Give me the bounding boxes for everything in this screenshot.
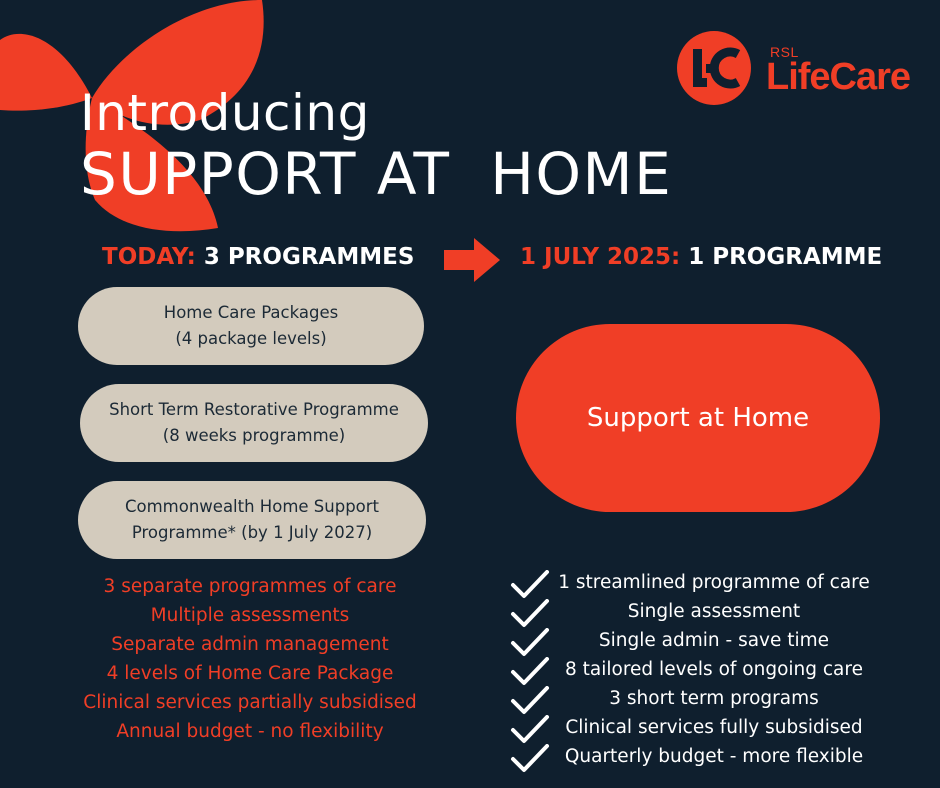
programme-subtitle: (4 package levels) (175, 329, 327, 348)
list-item (506, 599, 876, 628)
list-item: 4 levels of Home Care Package (106, 663, 394, 684)
checkmark-icon (510, 686, 550, 716)
future-points-list (506, 570, 876, 773)
checkmark-icon (510, 744, 550, 774)
logo-name-text: LifeCare (766, 56, 911, 98)
list-item: 3 separate programmes of care (103, 576, 397, 597)
list-item-text: Quarterly budget - more flexible (564, 746, 864, 767)
programme-subtitle: (8 weeks programme) (162, 426, 346, 445)
today-points-list (60, 572, 440, 746)
programme-subtitle: Programme* (by 1 July 2027) (131, 523, 373, 542)
list-item (506, 570, 876, 599)
today-heading (102, 244, 414, 270)
list-item: Clinical services partially subsidised (83, 692, 417, 713)
list-item (506, 715, 876, 744)
programme-pill-short-term (80, 384, 428, 462)
intro-text: Introducing (80, 84, 370, 142)
list-item-text: 3 short term programs (609, 688, 819, 709)
list-item-text: Single admin - save time (598, 630, 830, 651)
arrow-right-icon (444, 236, 502, 284)
programme-pill-home-care (78, 287, 424, 365)
logo-rsl-text: RSL (770, 44, 799, 60)
petal-left (0, 34, 92, 111)
today-value: 3 PROGRAMMES (203, 244, 415, 270)
list-item-text: 8 tailored levels of ongoing care (565, 659, 863, 680)
list-item (506, 686, 876, 715)
list-item-text: Clinical services fully subsidised (565, 717, 863, 738)
support-at-home-label: Support at Home (586, 403, 810, 433)
programme-title: Short Term Restorative Programme (109, 400, 399, 419)
list-item-text: 1 streamlined programme of care (558, 572, 870, 593)
programme-title: Commonwealth Home Support (124, 497, 380, 516)
checkmark-icon (510, 570, 550, 600)
programme-title: Home Care Packages (163, 303, 339, 322)
checkmark-icon (510, 715, 550, 745)
list-item-text: Single assessment (627, 601, 801, 622)
list-item (506, 657, 876, 686)
programme-pill-commonwealth (78, 481, 426, 559)
checkmark-icon (510, 628, 550, 658)
list-item (506, 628, 876, 657)
support-at-home-pill (516, 324, 880, 512)
future-value: 1 PROGRAMME (688, 244, 883, 270)
future-heading (520, 244, 882, 270)
headline: SUPPORT AT HOME (80, 140, 673, 208)
checkmark-icon (510, 599, 550, 629)
brand-logo (676, 30, 916, 106)
checkmark-icon (510, 657, 550, 687)
today-label: TODAY: (102, 244, 196, 270)
list-item: Separate admin management (111, 634, 389, 655)
future-label: 1 JULY 2025: (520, 244, 681, 270)
list-item: Annual budget - no flexibility (116, 721, 384, 742)
list-item (506, 744, 876, 773)
list-item: Multiple assessments (150, 605, 350, 626)
lc-logo-icon (676, 30, 760, 106)
